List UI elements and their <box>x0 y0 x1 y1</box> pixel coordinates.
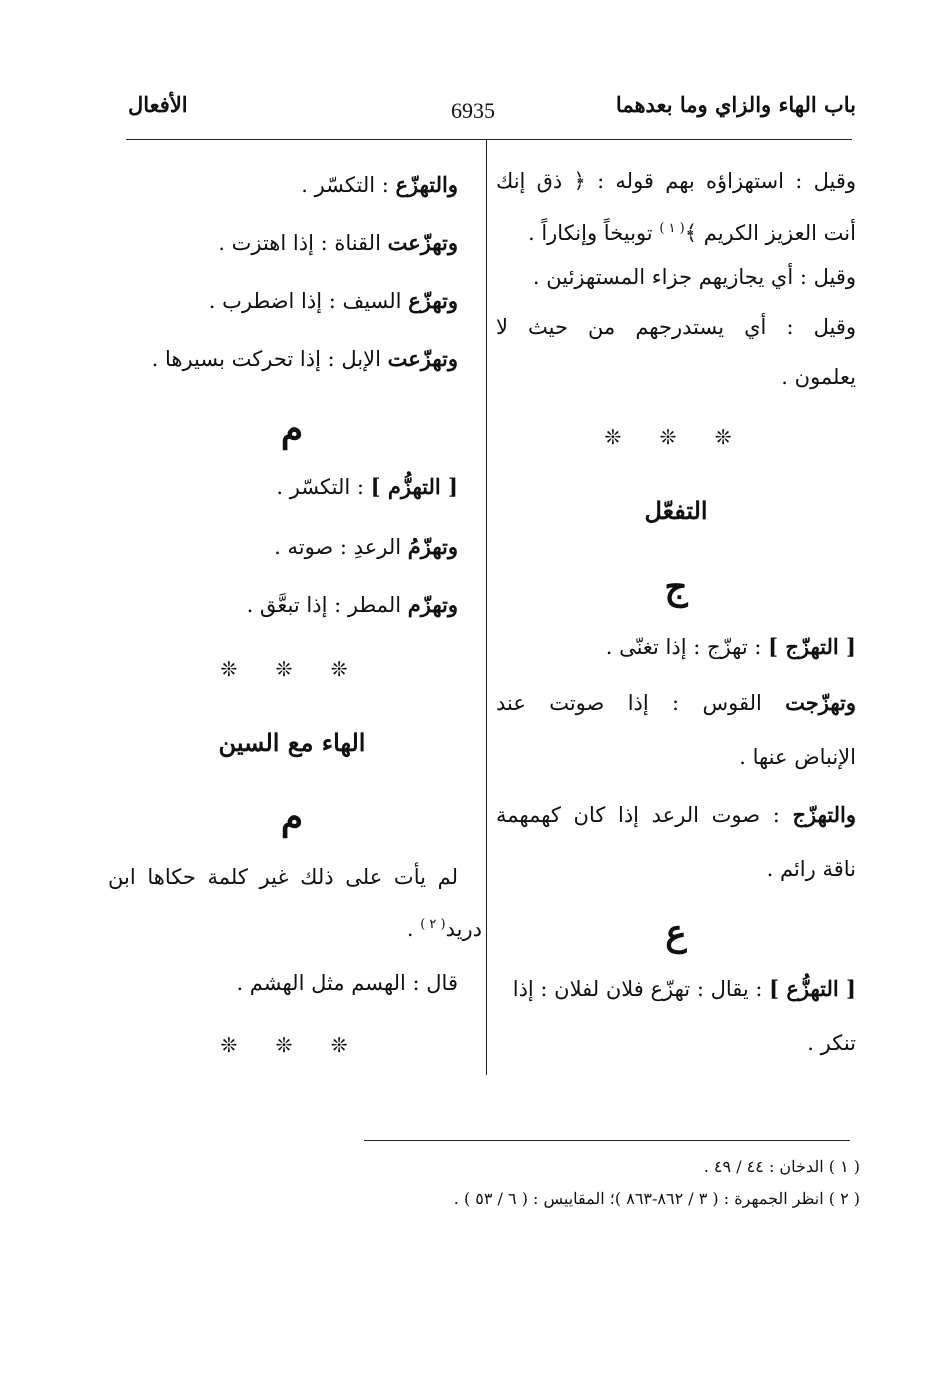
entry-term: وتهزّجت <box>785 690 856 715</box>
entry-text: : يقال : تهزّع فلان لفلان : إذا <box>512 977 770 1001</box>
text-run: . <box>406 917 421 941</box>
entry-text: : تهزّج : إذا تغنّى . <box>605 635 769 659</box>
text-line: قال : الهسم مثل الهشم . <box>236 971 458 995</box>
section-separator-stars: ❊ ❊ ❊ <box>220 657 364 681</box>
running-header-category: الأفعال <box>128 92 188 117</box>
letter-heading: م <box>280 408 304 450</box>
right-column <box>496 140 856 1070</box>
column-divider <box>486 140 487 1075</box>
entry-term: وتهزّع <box>408 288 458 313</box>
entry-line <box>496 800 856 830</box>
entry-text: : التكسّر . <box>276 475 371 499</box>
section-heading: الهاء مع السين <box>218 728 366 757</box>
entry-text: الإبل : إذا تحركت بسيرها . <box>151 347 388 371</box>
letter-heading: م <box>280 796 304 838</box>
left-column <box>108 140 482 1070</box>
entry-text: السيف : إذا اضطرب . <box>208 289 409 313</box>
letter-heading: ع <box>665 912 687 954</box>
entry-line <box>496 974 856 1004</box>
entry-line <box>496 632 856 662</box>
entry-line <box>126 532 458 562</box>
entry-text: : صوت الرعد إذا كان كهمهمة <box>496 803 793 827</box>
entry-text: القناة : إذا اهتزت . <box>218 231 388 255</box>
quran-quote: أنت العزيز الكريم ﴾ <box>684 221 856 245</box>
text-line: ناقة رائم . <box>766 857 856 881</box>
entry-term: وتهزّعت <box>387 346 458 371</box>
text-run: دريد <box>445 917 482 941</box>
entry-term: وتهزّمُ <box>407 534 458 559</box>
entry-term: [ التهزّج ] <box>768 634 856 659</box>
text-line <box>496 214 856 248</box>
entry-line <box>126 228 458 258</box>
entry-term: [ التهزُّع ] <box>769 976 856 1001</box>
entry-term: [ التهزُّم ] <box>370 474 458 499</box>
entry-line <box>126 170 458 200</box>
running-header-section: باب الهاء والزاي وما بعدهما <box>615 92 856 117</box>
entry-text: القوس : إذا صوتت عند <box>496 691 786 715</box>
footnote-rule <box>364 1140 850 1141</box>
footnote-ref: ( ١ ) <box>659 221 685 236</box>
text-line: وقيل : أي يستدرجهم من حيث لا <box>496 315 856 339</box>
entry-text: الرعدِ : صوته . <box>274 535 408 559</box>
entry-text: المطر : إذا تبعَّق . <box>246 593 408 617</box>
letter-heading: ج <box>664 566 688 608</box>
footnote-1: ( ١ ) الدخان : ٤٤ / ٤٩ . <box>703 1157 860 1176</box>
text-line: لم يأت على ذلك غير كلمة حكاها ابن <box>108 865 458 889</box>
text-line: الإنباض عنها . <box>739 745 856 769</box>
entry-term: وتهزّعت <box>387 230 458 255</box>
entry-line <box>126 472 458 502</box>
entry-line <box>126 286 458 316</box>
text-line <box>126 910 482 944</box>
entry-term: والتهزّع <box>395 172 458 197</box>
footnote-2: ( ٢ ) انظر الجمهرة : ( ٣ / ٨٦٢-٨٦٣ )؛ المقاييس : ( ٦ / ٥٣ ) . <box>453 1189 860 1208</box>
page-number: 6935 <box>451 98 495 123</box>
text-run: توبيخاً وإنكاراً . <box>527 221 660 245</box>
text-line: تنكر . <box>807 1031 856 1055</box>
section-separator-stars: ❊ ❊ ❊ <box>604 425 748 449</box>
section-separator-stars: ❊ ❊ ❊ <box>220 1033 364 1057</box>
text-line: وقيل : أي يجازيهم جزاء المستهزئين . <box>532 265 856 289</box>
entry-term: وتهزّم <box>407 592 458 617</box>
entry-term: والتهزّج <box>792 802 856 827</box>
section-heading: التفعّل <box>644 496 708 525</box>
entry-line <box>496 688 856 718</box>
text-line: يعلمون . <box>781 365 856 389</box>
entry-text: : التكسّر . <box>301 173 396 197</box>
footnote-ref: ( ٢ ) <box>420 917 446 932</box>
entry-line <box>126 590 458 620</box>
text-line: وقيل : استهزاؤه بهم قوله : ﴿ ذق إنك <box>496 169 856 193</box>
entry-line <box>126 344 458 374</box>
